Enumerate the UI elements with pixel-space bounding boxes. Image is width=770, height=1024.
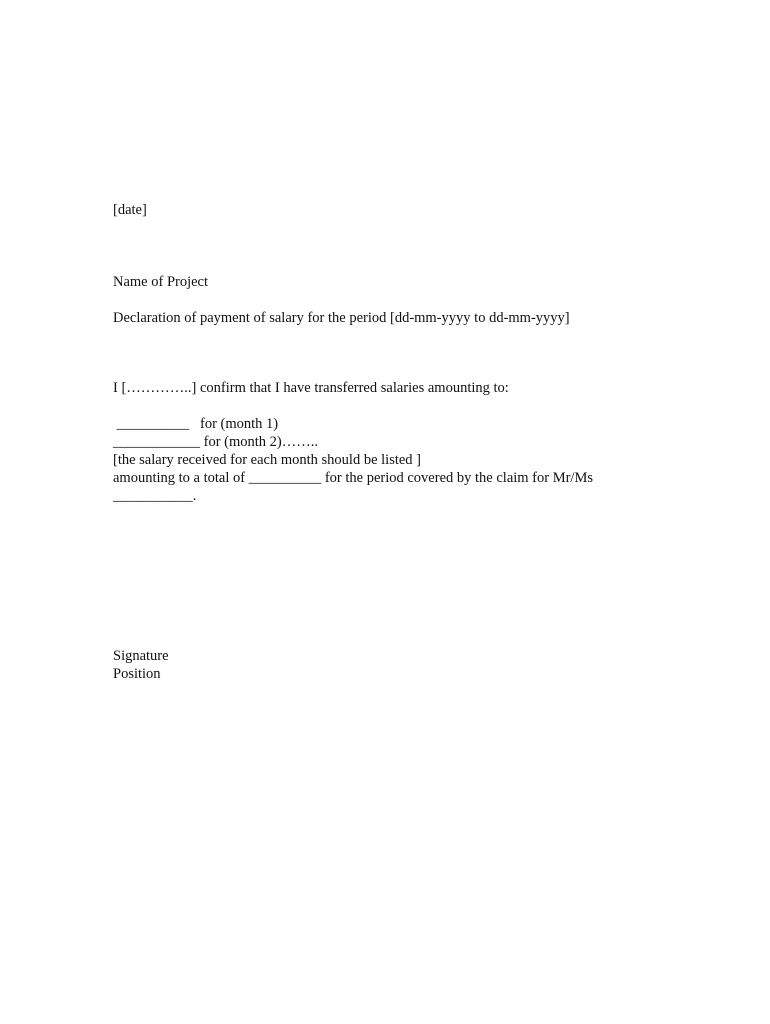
signature-label: Signature: [113, 648, 169, 664]
total-line: amounting to a total of __________ for the period covered by the claim for Mr/Ms: [113, 470, 594, 486]
position-label: Position: [113, 666, 161, 682]
project-name: Name of Project: [113, 274, 209, 290]
month2-line: ____________ for (month 2)……..: [113, 434, 318, 450]
declaration-title: Declaration of payment of salary for the period [dd-mm-yyyy to dd-mm-yyyy]: [113, 310, 570, 326]
name-blank-line: ___________.: [113, 488, 197, 504]
date-field: [date]: [113, 202, 147, 218]
month1-line: __________ for (month 1): [113, 416, 279, 432]
listing-note: [the salary received for each month should be listed ]: [113, 452, 422, 468]
confirm-statement: I […………..] confirm that I have transferred salaries amounting to:: [113, 380, 509, 396]
